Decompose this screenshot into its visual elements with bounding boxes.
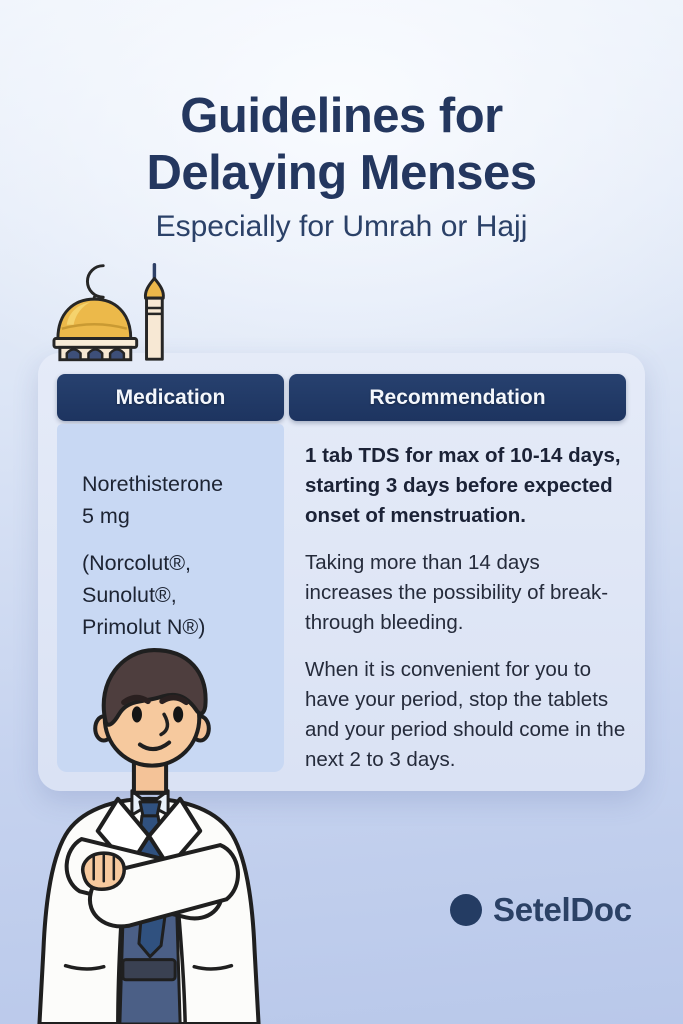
medication-brand-line: (Norcolut®, — [82, 551, 192, 575]
mosque-icon — [52, 255, 180, 362]
recommendation-paragraph: Taking more than 14 days increases the possibility of break-through bleeding. — [305, 551, 609, 634]
medication-brand-line: Primolut N®) — [82, 615, 206, 639]
medication-dose-line: 5 mg — [82, 504, 130, 528]
brand-logo — [450, 891, 632, 929]
title-block — [0, 88, 683, 244]
medication-brand-line: Sunolut®, — [82, 583, 177, 607]
brand-dot-icon — [450, 894, 482, 926]
page-subtitle: Especially for Umrah or Hajj — [155, 209, 528, 243]
page-title-line-2: Delaying Menses — [146, 145, 537, 200]
column-header-recommendation: Recommendation — [289, 374, 626, 421]
page-title-line-1: Guidelines for — [180, 89, 503, 143]
recommendation-cell — [305, 441, 629, 792]
brand-name: SetelDoc — [493, 891, 632, 928]
doctor-icon — [26, 638, 272, 1024]
column-header-medication: Medication — [57, 374, 284, 421]
medication-brands — [82, 547, 274, 643]
medication-name-line: Norethisterone — [82, 472, 224, 496]
recommendation-paragraph: 1 tab TDS for max of 10-14 days, starting 3 days before expected onset of menstruation. — [305, 444, 621, 527]
recommendation-paragraph: When it is convenient for you to have your period, stop the tablets and your period should come in the next 2 to 3 days. — [305, 658, 626, 771]
